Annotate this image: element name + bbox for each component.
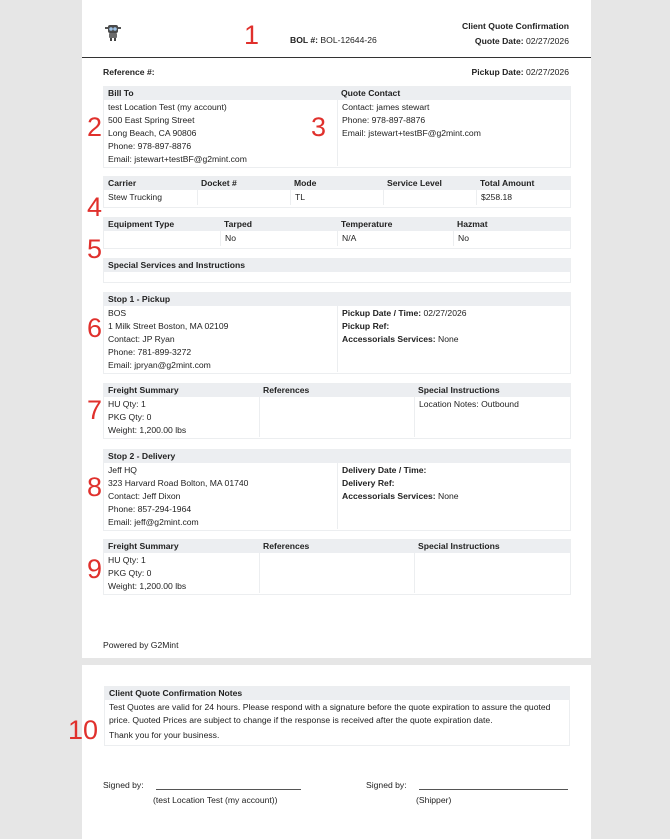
signature-line-right[interactable] bbox=[419, 789, 568, 790]
hazmat-header: Hazmat bbox=[457, 219, 488, 229]
notes-section bbox=[104, 686, 570, 746]
delivery-accessorials-value: None bbox=[438, 491, 459, 501]
freight-2-line: HU Qty: 1 bbox=[108, 555, 146, 565]
annotation-marker-2: 2 bbox=[87, 112, 103, 142]
quote-contact-line: Contact: james stewart bbox=[342, 102, 430, 112]
signed-by-right-label: Signed by: bbox=[366, 780, 407, 790]
stop-1-details bbox=[337, 306, 570, 372]
delivery-ref bbox=[342, 477, 566, 490]
stop-1-line: 1 Milk Street Boston, MA 02109 bbox=[108, 321, 229, 331]
bill-to-details bbox=[104, 100, 337, 166]
freight-summary-header: Freight Summary bbox=[108, 385, 179, 395]
bill-to-line: Phone: 978-897-8876 bbox=[108, 141, 192, 151]
delivery-datetime-label: Delivery Date / Time: bbox=[342, 465, 427, 475]
freight-2-references bbox=[259, 553, 414, 593]
freight-1-line: Weight: 1,200.00 lbs bbox=[108, 425, 187, 435]
temperature-value: N/A bbox=[337, 231, 453, 246]
stop-1-section bbox=[103, 292, 571, 374]
document-title: Client Quote Confirmation bbox=[462, 21, 569, 31]
pickup-date bbox=[472, 67, 569, 77]
mode-header: Mode bbox=[294, 178, 317, 188]
header-divider bbox=[82, 57, 591, 58]
signed-by-left-label: Signed by: bbox=[103, 780, 144, 790]
stop-2-details bbox=[337, 463, 570, 529]
pickup-accessorials bbox=[342, 333, 566, 346]
annotation-marker-10: 10 bbox=[68, 715, 99, 745]
equipment-type-header: Equipment Type bbox=[108, 219, 175, 229]
stop-2-section bbox=[103, 449, 571, 531]
bill-to-line: Email: jstewart+testBF@g2mint.com bbox=[108, 154, 247, 164]
freight-summary-header: Freight Summary bbox=[108, 541, 179, 551]
special-instructions-header: Special Instructions bbox=[418, 541, 500, 551]
delivery-datetime bbox=[342, 464, 566, 477]
hazmat-value: No bbox=[453, 231, 570, 246]
quote-date bbox=[462, 34, 569, 49]
stop-1-line: Phone: 781-899-3272 bbox=[108, 347, 192, 357]
notes-text: Test Quotes are valid for 24 hours. Please respond with a signature before the quote expiration to assure the quoted price. Quoted Prices are subject to change if the response is received after the quote expiration date. bbox=[109, 702, 551, 725]
service-level-value bbox=[383, 190, 476, 205]
annotation-marker-7: 7 bbox=[87, 395, 103, 425]
special-instructions-header: Special Instructions bbox=[418, 385, 500, 395]
document-page-2 bbox=[82, 665, 591, 839]
powered-by: Powered by G2Mint bbox=[103, 640, 179, 650]
freight-2-line: PKG Qty: 0 bbox=[108, 568, 152, 578]
total-amount-header: Total Amount bbox=[480, 178, 535, 188]
stop-1-address bbox=[104, 306, 337, 372]
freight-1-line: HU Qty: 1 bbox=[108, 399, 146, 409]
notes-thanks: Thank you for your business. bbox=[109, 730, 220, 740]
annotation-marker-3: 3 bbox=[311, 112, 327, 142]
stop-2-line: Jeff HQ bbox=[108, 465, 137, 475]
references-header: References bbox=[263, 385, 310, 395]
header-right bbox=[462, 19, 569, 49]
freight-2-header-row bbox=[104, 540, 570, 553]
equipment-type-value bbox=[104, 231, 220, 246]
stop-2-line: 323 Harvard Road Bolton, MA 01740 bbox=[108, 478, 249, 488]
signed-by-right-name: (Shipper) bbox=[416, 795, 452, 805]
bill-to-line: 500 East Spring Street bbox=[108, 115, 195, 125]
service-level-header: Service Level bbox=[387, 178, 442, 188]
robot-logo-icon bbox=[103, 22, 123, 42]
annotation-marker-9: 9 bbox=[87, 554, 103, 584]
annotation-marker-4: 4 bbox=[87, 192, 103, 222]
quote-contact-title: Quote Contact bbox=[341, 88, 401, 98]
bol-label: BOL #: bbox=[290, 35, 319, 45]
freight-1-line: PKG Qty: 0 bbox=[108, 412, 152, 422]
pickup-date-value: 02/27/2026 bbox=[525, 67, 569, 77]
stop-2-line: Contact: Jeff Dixon bbox=[108, 491, 181, 501]
quote-contact-line: Email: jstewart+testBF@g2mint.com bbox=[342, 128, 481, 138]
document-page-1 bbox=[82, 0, 591, 658]
mode-value: TL bbox=[290, 190, 383, 205]
pickup-ref bbox=[342, 320, 566, 333]
quote-contact-line: Phone: 978-897-8876 bbox=[342, 115, 426, 125]
docket-value bbox=[197, 190, 290, 205]
stop-2-address bbox=[104, 463, 337, 529]
bill-to-contact-section bbox=[103, 86, 571, 168]
delivery-accessorials-label: Accessorials Services: bbox=[342, 491, 436, 501]
quote-date-value: 02/27/2026 bbox=[525, 36, 569, 46]
tarped-value: No bbox=[220, 231, 337, 246]
freight-2-instructions bbox=[414, 553, 570, 593]
carrier-value-row bbox=[104, 190, 570, 205]
tarped-header: Tarped bbox=[224, 219, 253, 229]
notes-body bbox=[105, 700, 569, 743]
bill-to-header-row bbox=[104, 87, 570, 100]
delivery-accessorials bbox=[342, 490, 566, 503]
signed-by-left-name: (test Location Test (my account)) bbox=[153, 795, 278, 805]
stop-1-line: BOS bbox=[108, 308, 127, 318]
equipment-header-row bbox=[104, 218, 570, 231]
special-services-title: Special Services and Instructions bbox=[104, 259, 570, 272]
annotation-marker-1: 1 bbox=[244, 20, 260, 50]
bill-to-line: test Location Test (my account) bbox=[108, 102, 227, 112]
freight-1-summary bbox=[104, 397, 259, 437]
quote-contact-details bbox=[337, 100, 570, 166]
temperature-header: Temperature bbox=[341, 219, 393, 229]
carrier-header-row bbox=[104, 177, 570, 190]
annotation-marker-5: 5 bbox=[87, 234, 103, 264]
stop-1-line: Email: jpryan@g2mint.com bbox=[108, 360, 211, 370]
reference-label: Reference #: bbox=[103, 67, 155, 77]
special-services-section bbox=[103, 258, 571, 283]
freight-1-instructions: Location Notes: Outbound bbox=[414, 397, 570, 437]
stop-2-line: Phone: 857-294-1964 bbox=[108, 504, 192, 514]
bill-to-line: Long Beach, CA 90806 bbox=[108, 128, 197, 138]
notes-title: Client Quote Confirmation Notes bbox=[105, 687, 569, 700]
equipment-table bbox=[103, 217, 571, 249]
annotation-marker-8: 8 bbox=[87, 472, 103, 502]
pickup-accessorials-value: None bbox=[438, 334, 459, 344]
carrier-value: Stew Trucking bbox=[108, 192, 162, 202]
freight-2-line: Weight: 1,200.00 lbs bbox=[108, 581, 187, 591]
equipment-value-row bbox=[104, 231, 570, 246]
pickup-ref-label: Pickup Ref: bbox=[342, 321, 390, 331]
bill-to-title: Bill To bbox=[108, 88, 134, 98]
pickup-accessorials-label: Accessorials Services: bbox=[342, 334, 436, 344]
freight-1-header-row bbox=[104, 384, 570, 397]
stop-1-title: Stop 1 - Pickup bbox=[104, 293, 570, 306]
quote-date-label: Quote Date: bbox=[474, 36, 524, 46]
freight-summary-2 bbox=[103, 539, 571, 595]
docket-header: Docket # bbox=[201, 178, 237, 188]
annotation-marker-6: 6 bbox=[87, 313, 103, 343]
delivery-ref-label: Delivery Ref: bbox=[342, 478, 395, 488]
pickup-datetime-label: Pickup Date / Time: bbox=[342, 308, 422, 318]
stop-1-line: Contact: JP Ryan bbox=[108, 334, 175, 344]
carrier-table bbox=[103, 176, 571, 208]
pickup-date-label: Pickup Date: bbox=[471, 67, 524, 77]
freight-1-references bbox=[259, 397, 414, 437]
stop-2-line: Email: jeff@g2mint.com bbox=[108, 517, 199, 527]
pickup-datetime-value: 02/27/2026 bbox=[423, 308, 467, 318]
carrier-header: Carrier bbox=[108, 178, 137, 188]
bol-value: BOL-12644-26 bbox=[320, 35, 377, 45]
pickup-datetime bbox=[342, 307, 566, 320]
signature-line-left[interactable] bbox=[156, 789, 301, 790]
total-amount-value: $258.18 bbox=[476, 190, 570, 205]
bol-number bbox=[290, 35, 377, 45]
references-header: References bbox=[263, 541, 310, 551]
freight-2-summary bbox=[104, 553, 259, 593]
freight-summary-1 bbox=[103, 383, 571, 439]
stop-2-title: Stop 2 - Delivery bbox=[104, 450, 570, 463]
